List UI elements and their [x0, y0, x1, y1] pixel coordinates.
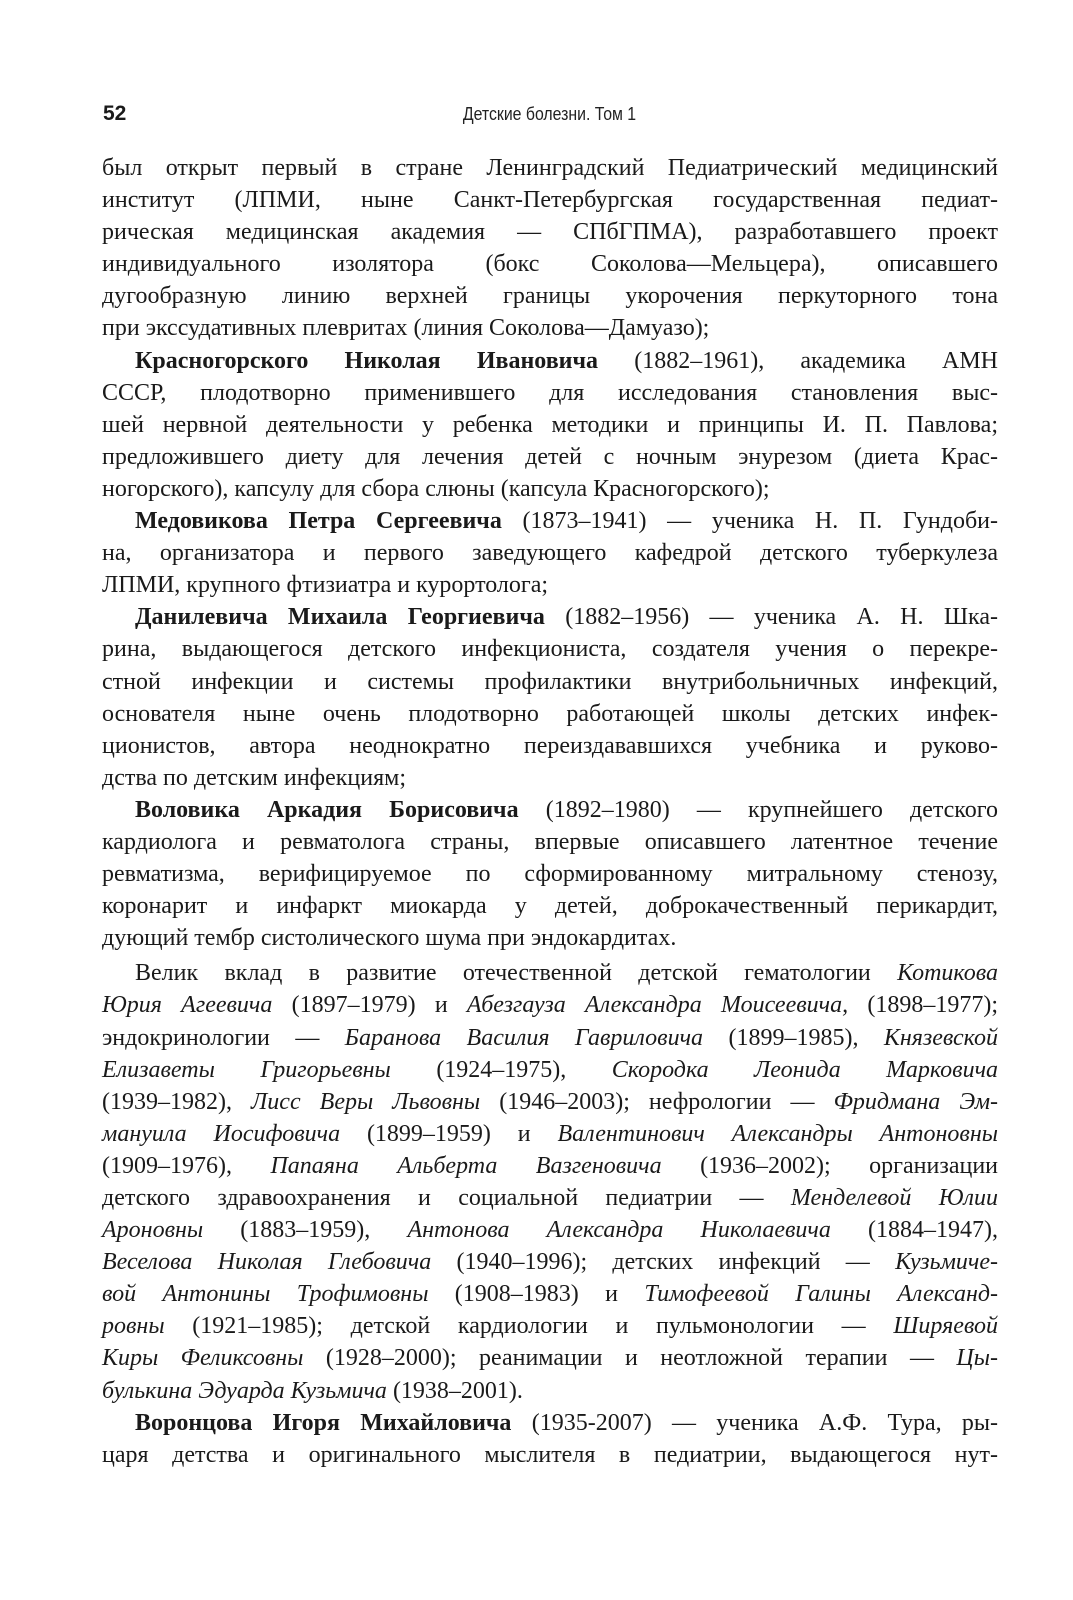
- italic-name: вой Антонины Трофимовны: [102, 1281, 429, 1308]
- text-line: [102, 505, 998, 537]
- text-run: (1899–1985),: [703, 1024, 884, 1051]
- text-line: [102, 1118, 998, 1150]
- italic-name: Цы-: [956, 1345, 998, 1372]
- text-line: при экссудативных плевритах (линия Соколова—Дамуазо);: [102, 315, 710, 342]
- text-line: СССР, плодотворно применившего для исследования становления выс-: [102, 379, 998, 406]
- text-line: [102, 601, 998, 633]
- text-line: ционистов, автора неоднократно переиздававшихся учебника и руково-: [102, 732, 998, 759]
- italic-name: Ширяевой: [893, 1313, 998, 1340]
- text-run: Велик вклад в развитие отечественной детской гематологии: [135, 960, 898, 987]
- text-run: (1899–1959) и: [340, 1120, 558, 1147]
- italic-name: Фридмана Эм-: [833, 1088, 999, 1115]
- text-line: [102, 1407, 998, 1439]
- paragraph-intro: [102, 152, 998, 345]
- text-line: был открыт первый в стране Ленинградский Педиатрический медицинский: [102, 155, 998, 181]
- text-line: [102, 1182, 998, 1214]
- text-line: [102, 1246, 998, 1278]
- text-line: [102, 1054, 998, 1086]
- italic-name: Папаяна Альберта Вазгеновича: [270, 1152, 662, 1179]
- italic-name: Антонова Александра Николаевича: [407, 1217, 831, 1244]
- text-line: [102, 957, 998, 989]
- text-run: (1897–1979) и: [272, 992, 467, 1019]
- text-line: царя детства и оригинального мыслителя в педиатрии, выдающегося нут-: [102, 1441, 998, 1468]
- text-line: на, организатора и первого заведующего кафедрой детского туберкулеза: [102, 540, 998, 567]
- person-name: Медовикова Петра Сергеевича: [135, 508, 502, 535]
- text-line: шей нервной деятельности у ребенка методики и принципы И. П. Павлова;: [102, 411, 998, 438]
- italic-name: Юрия Агеевича: [102, 992, 273, 1019]
- text-line: [102, 1342, 998, 1374]
- text-line: ревматизма, верифицируемое по сформированному митральному стенозу,: [102, 861, 998, 888]
- paragraph-contributions: [102, 957, 998, 1406]
- italic-name: Веселова Николая Глебовича: [102, 1249, 432, 1276]
- text-line: институт (ЛПМИ, ныне Санкт-Петербургская государственная педиат-: [102, 187, 998, 214]
- page-body: [102, 152, 998, 1471]
- text-line: [102, 1375, 998, 1407]
- paragraph-krasnogorsky: [102, 345, 998, 505]
- text-line: дугообразную линию верхней границы укорочения перкуторного тона: [102, 283, 998, 310]
- italic-name: Елизаветы Григорьевны: [102, 1056, 391, 1083]
- text-run: (1884–1947),: [830, 1217, 999, 1244]
- text-line: предложившего диету для лечения детей с ночным энурезом (диета Крас-: [102, 443, 998, 470]
- italic-name: Котикова: [897, 960, 998, 987]
- text-run: (1938–2001).: [386, 1377, 523, 1404]
- text-line: ногорского), капсулу для сбора слюны (капсула Красногорского);: [102, 475, 770, 502]
- italic-name: Кузьмиче-: [895, 1249, 998, 1276]
- paragraph-medovikov: [102, 505, 998, 601]
- text-run: (1882–1956) — ученика А. Н. Шка-: [544, 604, 998, 631]
- text-run: (1873–1941) — ученика Н. П. Гундоби-: [501, 508, 998, 535]
- text-run: (1892–1980) — крупнейшего детского: [518, 796, 998, 823]
- italic-name: мануила Иосифовича: [102, 1120, 341, 1147]
- text-line: основателя ныне очень плодотворно работающей школы детских инфек-: [102, 700, 998, 727]
- text-line: [102, 989, 998, 1021]
- text-run: (1928–2000); реанимации и неотложной терапии —: [303, 1345, 957, 1372]
- person-name: Воронцова Игоря Михайловича: [135, 1409, 512, 1436]
- text-run: (1939–1982),: [102, 1088, 252, 1115]
- text-run: детского здравоохранения и социальной педиатрии —: [102, 1185, 791, 1211]
- text-line: [102, 345, 998, 377]
- italic-name: Скородка Леонида Марковича: [611, 1056, 999, 1083]
- text-run: (1935-2007) — ученика А.Ф. Тура, ры-: [511, 1409, 998, 1436]
- italic-name: ровны: [102, 1313, 165, 1340]
- text-run: (1882–1961), академика АМН: [598, 347, 998, 374]
- italic-name: Валентинович Александры Антоновны: [557, 1120, 998, 1147]
- italic-name: Лисс Веры Львовны: [251, 1088, 481, 1115]
- text-run: (1908–1983) и: [428, 1281, 645, 1308]
- text-line: дства по детским инфекциям;: [102, 764, 406, 791]
- text-run: (1909–1976),: [102, 1152, 271, 1179]
- text-line: стной инфекции и системы профилактики внутрибольничных инфекций,: [102, 668, 998, 695]
- text-run: (1883–1959),: [203, 1217, 408, 1244]
- text-line: [102, 1086, 998, 1118]
- text-line: [102, 1150, 998, 1182]
- text-run: (1924–1975),: [390, 1056, 612, 1083]
- text-line: коронарит и инфаркт миокарда у детей, доброкачественный перикардит,: [102, 893, 998, 920]
- paragraph-danilevich: [102, 601, 998, 794]
- text-line: [102, 1214, 998, 1246]
- paragraph-vorontsov: [102, 1407, 998, 1471]
- italic-name: Ароновны: [102, 1217, 204, 1244]
- text-line: [102, 1278, 998, 1310]
- text-line: ЛПМИ, крупного фтизиатра и курортолога;: [102, 572, 549, 599]
- paragraph-volovik: [102, 794, 998, 954]
- person-name: Красногорского Николая Ивановича: [135, 347, 599, 374]
- text-run: (1898–1977);: [848, 992, 998, 1019]
- page-header: [100, 100, 999, 136]
- text-run: эндокринологии —: [102, 1024, 345, 1051]
- running-title: Детские болезни. Том 1: [462, 104, 637, 124]
- text-run: (1946–2003); нефрологии —: [480, 1088, 834, 1115]
- text-line: [102, 1022, 998, 1054]
- italic-name: Баранова Василия Гавриловича: [344, 1024, 704, 1051]
- text-line: [102, 794, 998, 826]
- text-line: [102, 1310, 998, 1342]
- italic-name: Абезгауза Александра Моисеевича,: [466, 992, 849, 1019]
- text-run: (1940–1996); детских инфекций —: [431, 1249, 896, 1276]
- text-run: (1936–2002); организации: [661, 1152, 999, 1179]
- italic-name: Менделевой Юлии: [790, 1185, 998, 1211]
- text-line: рическая медицинская академия — СПбГПМА), разработавшего проект: [102, 219, 998, 246]
- person-name: Воловика Аркадия Борисовича: [135, 796, 519, 823]
- italic-name: Князевской: [883, 1024, 998, 1051]
- text-line: кардиолога и ревматолога страны, впервые описавшего латентное течение: [102, 828, 998, 855]
- text-run: (1921–1985); детской кардиологии и пульмонологии —: [164, 1313, 894, 1340]
- italic-name: булькина Эдуарда Кузьмича: [102, 1377, 387, 1404]
- italic-name: Тимофеевой Галины Александ-: [644, 1281, 998, 1308]
- italic-name: Киры Феликсовны: [102, 1345, 304, 1372]
- page-number: 52: [103, 102, 127, 125]
- text-line: дующий тембр систолического шума при эндокардитах.: [102, 925, 677, 952]
- text-line: рина, выдающегося детского инфекциониста, создателя учения о перекре-: [102, 636, 998, 663]
- person-name: Данилевича Михаила Георгиевича: [135, 604, 545, 631]
- text-line: индивидуального изолятора (бокс Соколова—Мельцера), описавшего: [102, 251, 998, 278]
